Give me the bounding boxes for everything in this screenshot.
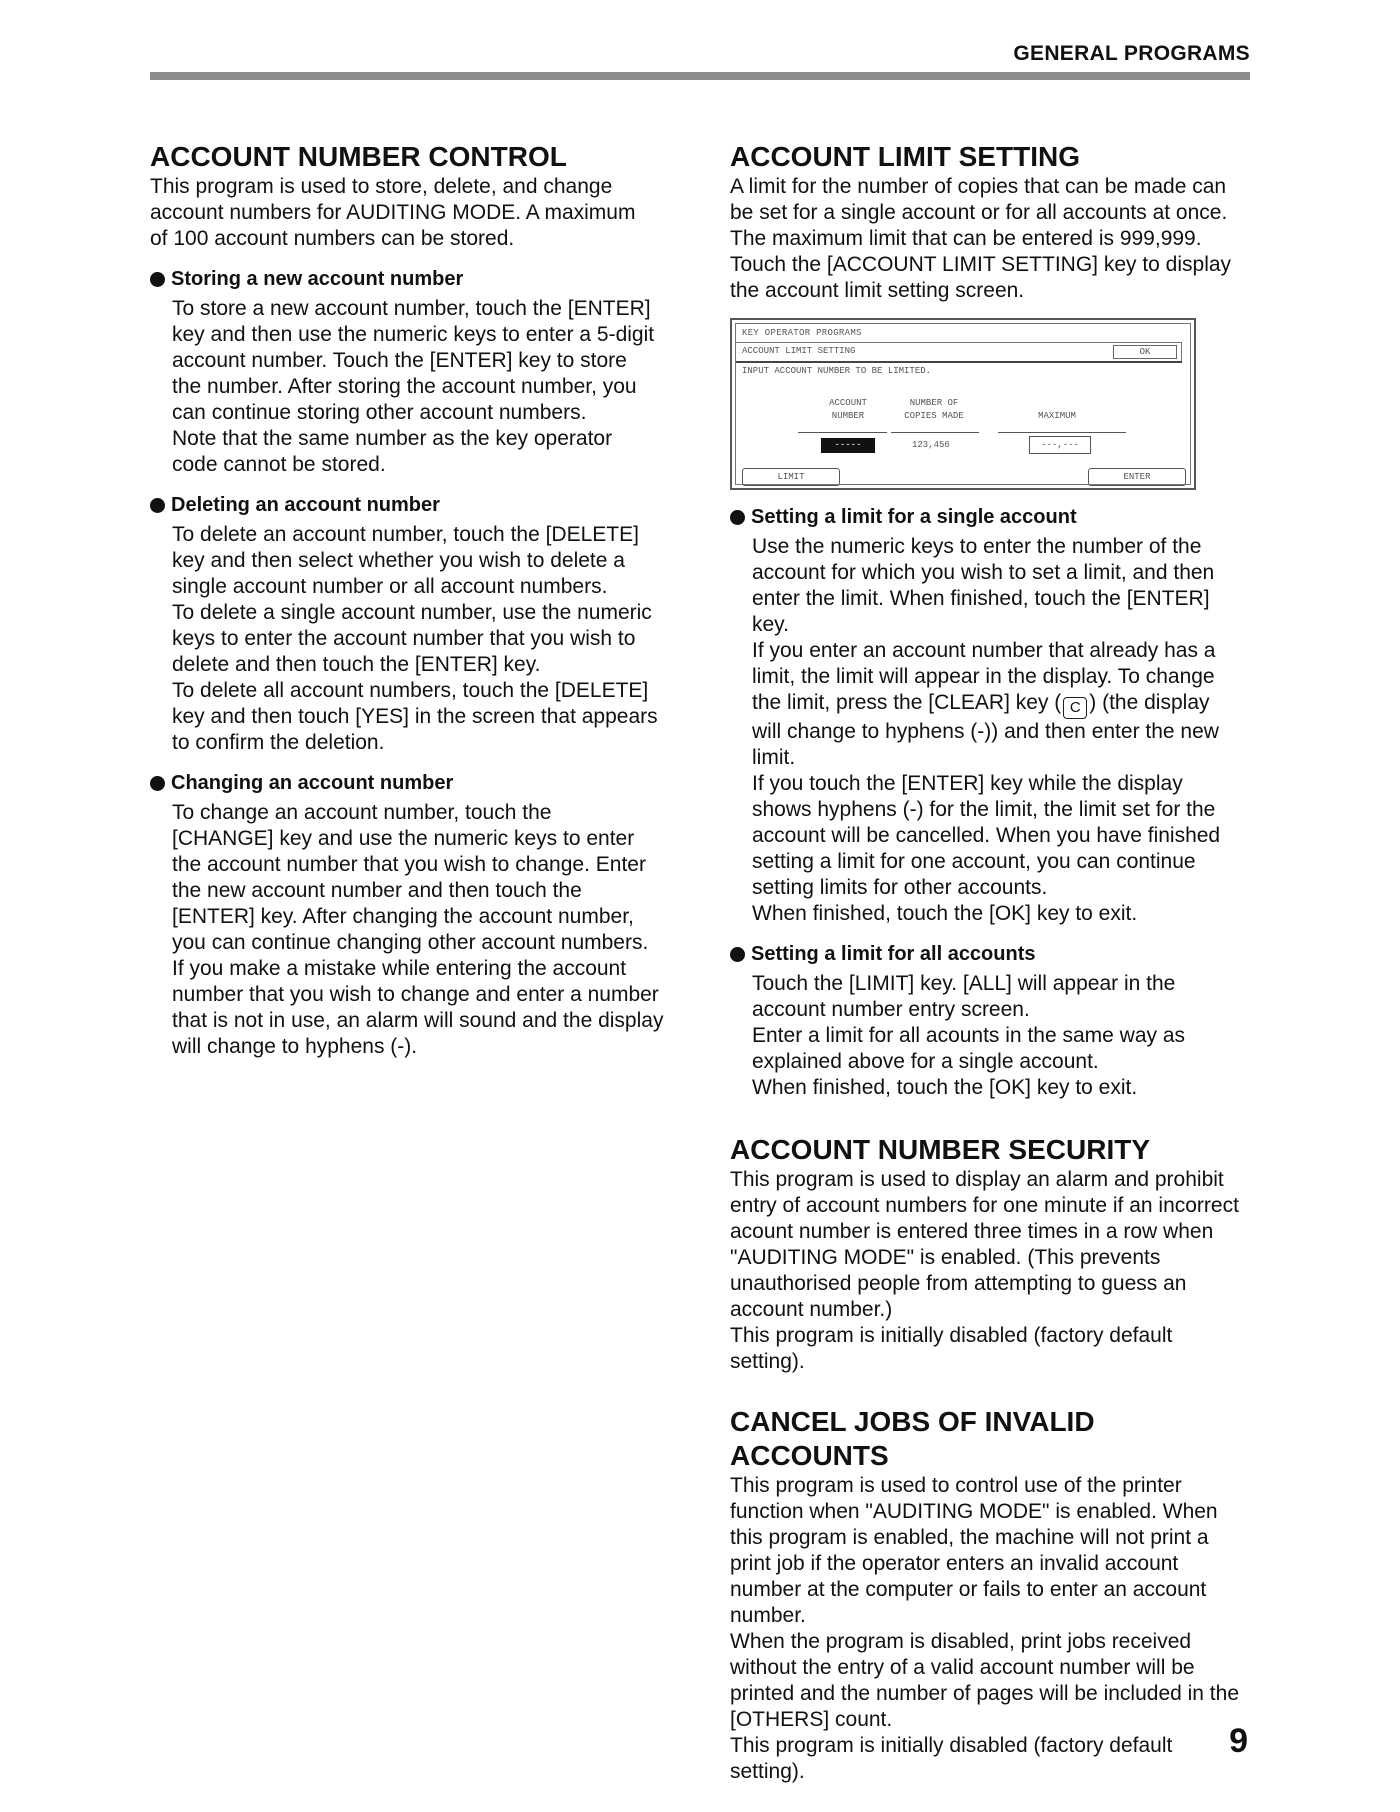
text-fragment: the limit, press the [CLEAR] key ( [752, 691, 1062, 714]
text-line: If you make a mistake while entering the account [172, 957, 627, 980]
text-line: The maximum limit that can be entered is 999,999. [730, 227, 1202, 250]
text-line: will change to hyphens (-). [172, 1035, 418, 1058]
account-number-control-section [150, 140, 670, 1060]
text-line: [CHANGE] key and use the numeric keys to enter [172, 827, 635, 850]
bullet-heading-text: Storing a new account number [171, 268, 464, 290]
text-line: entry of account numbers for one minute if an incorrect [730, 1194, 1239, 1217]
screen-enter-button: ENTER [1088, 468, 1186, 486]
text-line: you can continue changing other account numbers. [172, 931, 649, 954]
text-line: Use the numeric keys to enter the number of the [752, 535, 1202, 558]
screen-subtitle: ACCOUNT LIMIT SETTING [742, 346, 856, 356]
text-line: that is not in use, an alarm will sound and the display [172, 1009, 664, 1032]
text-line: limit. [752, 746, 796, 769]
text-line: be set for a single account or for all accounts at once. [730, 201, 1228, 224]
text-line: To delete an account number, touch the [DELETE] [172, 523, 639, 546]
text-line: If you enter an account number that already has a [752, 639, 1216, 662]
text-line: account number.) [730, 1298, 893, 1321]
text-line: function when "AUDITING MODE" is enabled. When [730, 1500, 1218, 1523]
text-line: account number. Touch the [ENTER] key to store [172, 349, 627, 372]
bullet-heading-single [730, 504, 1250, 530]
account-number-field: ----- [821, 438, 875, 453]
text-line: When finished, touch the [OK] key to exit. [752, 902, 1138, 925]
section-heading: ACCOUNT NUMBER CONTROL [150, 141, 567, 172]
text-line: If you touch the [ENTER] key while the display [752, 772, 1183, 795]
text-line: number at the computer or fails to enter an account [730, 1578, 1207, 1601]
section-body [730, 1473, 1250, 1785]
column-header-maximum: MAXIMUM [1038, 411, 1076, 421]
text-line: A limit for the number of copies that can be made can [730, 175, 1227, 198]
account-number-security-section [730, 1133, 1250, 1375]
section-heading: ACCOUNT LIMIT SETTING [730, 141, 1080, 172]
section-body [730, 1167, 1250, 1375]
text-line: This program is used to display an alarm and prohibit [730, 1168, 1224, 1191]
bullet-body-changing [150, 800, 670, 1060]
text-line: delete and then touch the [ENTER] key. [172, 653, 541, 676]
text-line: [OTHERS] count. [730, 1708, 893, 1731]
screen-divider [736, 361, 1182, 363]
bullet-icon [730, 947, 745, 962]
text-fragment: ) (the display [1089, 691, 1210, 714]
text-line: printed and the number of pages will be included in the [730, 1682, 1240, 1705]
screen-frame [735, 323, 1191, 485]
column-rule [798, 432, 887, 433]
bullet-icon [150, 272, 165, 287]
screen-instruction: INPUT ACCOUNT NUMBER TO BE LIMITED. [742, 366, 932, 376]
text-line: [ENTER] key. After changing the account number, [172, 905, 634, 928]
copies-made-value: 123,456 [912, 440, 950, 450]
bullet-heading-text: Setting a limit for all accounts [751, 943, 1036, 965]
text-line: code cannot be stored. [172, 453, 386, 476]
text-line: explained above for a single account. [752, 1050, 1099, 1073]
text-line: will change to hyphens (-)) and then enter the new [752, 720, 1219, 743]
bullet-body-part-b [752, 719, 1250, 927]
section-heading: ACCOUNT NUMBER SECURITY [730, 1134, 1150, 1165]
text-line: enter the limit. When finished, touch the [ENTER] [752, 587, 1210, 610]
text-line: single account number or all account numbers. [172, 575, 608, 598]
bullet-heading-text: Setting a limit for a single account [751, 506, 1077, 528]
screen-ok-button: OK [1113, 345, 1177, 359]
text-line: setting limits for other accounts. [752, 876, 1048, 899]
left-column [150, 140, 670, 1060]
text-line: shows hyphens (-) for the limit, the limit set for the [752, 798, 1216, 821]
bullet-body-all [730, 971, 1250, 1101]
right-column [730, 140, 1250, 1785]
text-line: the account limit setting screen. [730, 279, 1025, 302]
bullet-heading-changing [150, 770, 670, 796]
text-line: limit, the limit will appear in the display. To change [752, 665, 1215, 688]
text-line: number. [730, 1604, 806, 1627]
bullet-body-deleting [150, 522, 670, 756]
header-title: GENERAL PROGRAMS [1013, 42, 1250, 65]
bullet-body-storing [150, 296, 670, 478]
text-line: print job if the operator enters an invalid account [730, 1552, 1179, 1575]
account-limit-screen-illustration [730, 318, 1196, 490]
text-line: To delete all account numbers, touch the [DELETE] [172, 679, 649, 702]
header-rule [150, 72, 1250, 80]
text-line: can continue storing other account numbers. [172, 401, 587, 424]
text-line: To change an account number, touch the [172, 801, 552, 824]
clear-key-icon: C [1063, 697, 1087, 719]
text-line: key. [752, 613, 789, 636]
text-line: This program is initially disabled (factory default setting). [730, 1734, 1173, 1783]
clear-key-line [752, 690, 1250, 719]
bullet-icon [730, 510, 745, 525]
text-line: To delete a single account number, use the numeric [172, 601, 652, 624]
text-line: number that you wish to change and enter a number [172, 983, 659, 1006]
bullet-heading-all [730, 941, 1250, 967]
bullet-heading-text: Deleting an account number [171, 494, 440, 516]
screen-title: KEY OPERATOR PROGRAMS [742, 328, 862, 338]
account-limit-setting-section [730, 140, 1250, 1101]
text-line: key and then use the numeric keys to enter a 5-digit [172, 323, 655, 346]
text-line: keys to enter the account number that you wish to [172, 627, 636, 650]
column-header-account [818, 397, 878, 423]
bullet-heading-deleting [150, 492, 670, 518]
text-line: acount number is entered three times in a row when [730, 1220, 1214, 1243]
column-header-line: NUMBER OF [909, 398, 959, 408]
text-line: account number entry screen. [752, 998, 1030, 1021]
text-line: Note that the same number as the key operator [172, 427, 613, 450]
column-header-line: COPIES MADE [904, 411, 964, 421]
bullet-body-part-a [752, 534, 1250, 690]
text-line: key and then select whether you wish to delete a [172, 549, 625, 572]
section-intro [150, 174, 670, 252]
screen-subtitle-bar [736, 342, 1182, 362]
maximum-field: ---,--- [1029, 436, 1091, 454]
text-line: the account number that you wish to change. Enter [172, 853, 646, 876]
text-line: key and then touch [YES] in the screen that appears [172, 705, 658, 728]
text-line: unauthorised people from attempting to guess an [730, 1272, 1187, 1295]
bullet-icon [150, 498, 165, 513]
screen-limit-button: LIMIT [742, 468, 840, 486]
column-header-line: ACCOUNT [829, 398, 867, 408]
column-header-line: NUMBER [831, 411, 865, 421]
text-line: Enter a limit for all acounts in the same way as [752, 1024, 1186, 1047]
text-line: When finished, touch the [OK] key to exit. [752, 1076, 1138, 1099]
page-number: 9 [1229, 1722, 1248, 1760]
text-line: the number. After storing the account number, you [172, 375, 637, 398]
text-line: to confirm the deletion. [172, 731, 385, 754]
text-line: this program is enabled, the machine will not print a [730, 1526, 1209, 1549]
section-heading: CANCEL JOBS OF INVALID ACCOUNTS [730, 1406, 1095, 1471]
text-line: account numbers for AUDITING MODE. A maximum [150, 201, 636, 224]
bullet-body-single [730, 534, 1250, 927]
column-rule [891, 432, 979, 433]
text-line: Touch the [LIMIT] key. [ALL] will appear in the [752, 972, 1176, 995]
section-intro [730, 174, 1250, 304]
text-line: To store a new account number, touch the [ENTER] [172, 297, 651, 320]
text-line: This program is used to store, delete, and change [150, 175, 613, 198]
text-line: account will be cancelled. When you have finished [752, 824, 1221, 847]
column-header-copies [894, 397, 974, 423]
text-line: When the program is disabled, print jobs received [730, 1630, 1192, 1653]
text-line: This program is used to control use of the printer [730, 1474, 1182, 1497]
text-line: account for which you wish to set a limit, and then [752, 561, 1215, 584]
bullet-heading-storing [150, 266, 670, 292]
text-line: Touch the [ACCOUNT LIMIT SETTING] key to display [730, 253, 1232, 276]
bullet-icon [150, 776, 165, 791]
text-line: This program is initially disabled (factory default setting). [730, 1324, 1173, 1373]
text-line: setting a limit for one account, you can continue [752, 850, 1196, 873]
text-line: without the entry of a valid account number will be [730, 1656, 1195, 1679]
text-line: "AUDITING MODE" is enabled. (This prevents [730, 1246, 1161, 1269]
column-rule [998, 432, 1126, 433]
cancel-jobs-section [730, 1405, 1250, 1785]
text-line: the new account number and then touch the [172, 879, 582, 902]
bullet-heading-text: Changing an account number [171, 772, 454, 794]
text-line: of 100 account numbers can be stored. [150, 227, 515, 250]
